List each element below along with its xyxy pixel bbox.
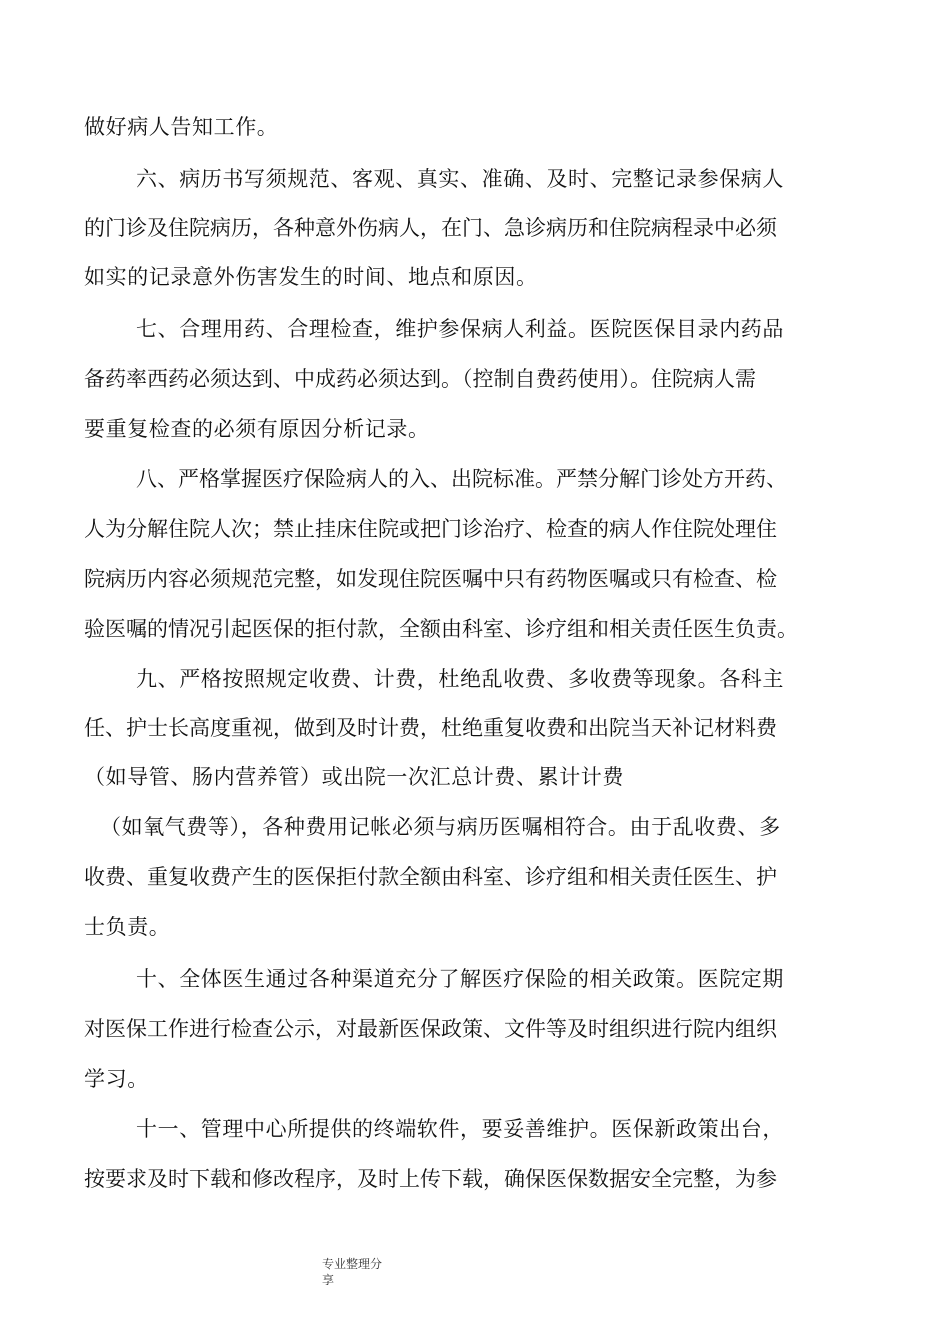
text-line: 对医保工作进行检查公示，对最新医保政策、文件等及时组织进行院内组织 — [84, 1017, 777, 1041]
text-line: 的门诊及住院病历，各种意外伤病人，在门、急诊病历和住院病程录中必须 — [84, 216, 777, 240]
paragraph-seven-start: 七、合理用药、合理检查，维护参保病人利益。医院医保目录内药品 — [136, 317, 784, 341]
text-line: 人为分解住院人次；禁止挂床住院或把门诊治疗、检查的病人作住院处理住 — [84, 517, 777, 541]
text-line: 要重复检查的必须有原因分析记录。 — [84, 417, 430, 441]
text-line: 学习。 — [84, 1067, 149, 1091]
text-line: 按要求及时下载和修改程序，及时上传下载，确保医保数据安全完整，为参 — [84, 1167, 777, 1191]
text-line: 如实的记录意外伤害发生的时间、地点和原因。 — [84, 265, 538, 289]
paragraph-ten-start: 十、全体医生通过各种渠道充分了解医疗保险的相关政策。医院定期 — [136, 967, 784, 991]
text-line: 任、护士长高度重视，做到及时计费，杜绝重复收费和出院当天补记材料费 — [84, 716, 777, 740]
text-line: 备药率西药必须达到、中成药必须达到。（控制自费药使用）。住院病人需 — [84, 367, 756, 391]
footer-label-continued: 享 — [322, 1273, 335, 1287]
text-line: 做好病人告知工作。 — [84, 115, 279, 139]
text-line: （如导管、肠内营养管）或出院一次汇总计费、累计计费 — [84, 765, 624, 789]
text-line: （如氧气费等），各种费用记帐必须与病历医嘱相符合。由于乱收费、多 — [100, 815, 781, 839]
text-line: 士负责。 — [84, 915, 171, 939]
paragraph-eight-start: 八、严格掌握医疗保险病人的入、出院标准。严禁分解门诊处方开药、 — [136, 467, 787, 491]
paragraph-eleven-start: 十一、管理中心所提供的终端软件，要妥善维护。医保新政策出台， — [136, 1117, 784, 1141]
footer-label: 专业整理分 — [322, 1257, 383, 1271]
paragraph-six-start: 六、病历书写须规范、客观、真实、准确、及时、完整记录参保病人 — [136, 167, 784, 191]
text-line: 收费、重复收费产生的医保拒付款全额由科室、诊疗组和相关责任医生、护 — [84, 865, 777, 889]
paragraph-nine-start: 九、严格按照规定收费、计费，杜绝乱收费、多收费等现象。各科主 — [136, 667, 784, 691]
text-line: 验医嘱的情况引起医保的拒付款，全额由科室、诊疗组和相关责任医生负责。 — [84, 617, 798, 641]
text-line: 院病历内容必须规范完整，如发现住院医嘱中只有药物医嘱或只有检查、检 — [84, 567, 777, 591]
